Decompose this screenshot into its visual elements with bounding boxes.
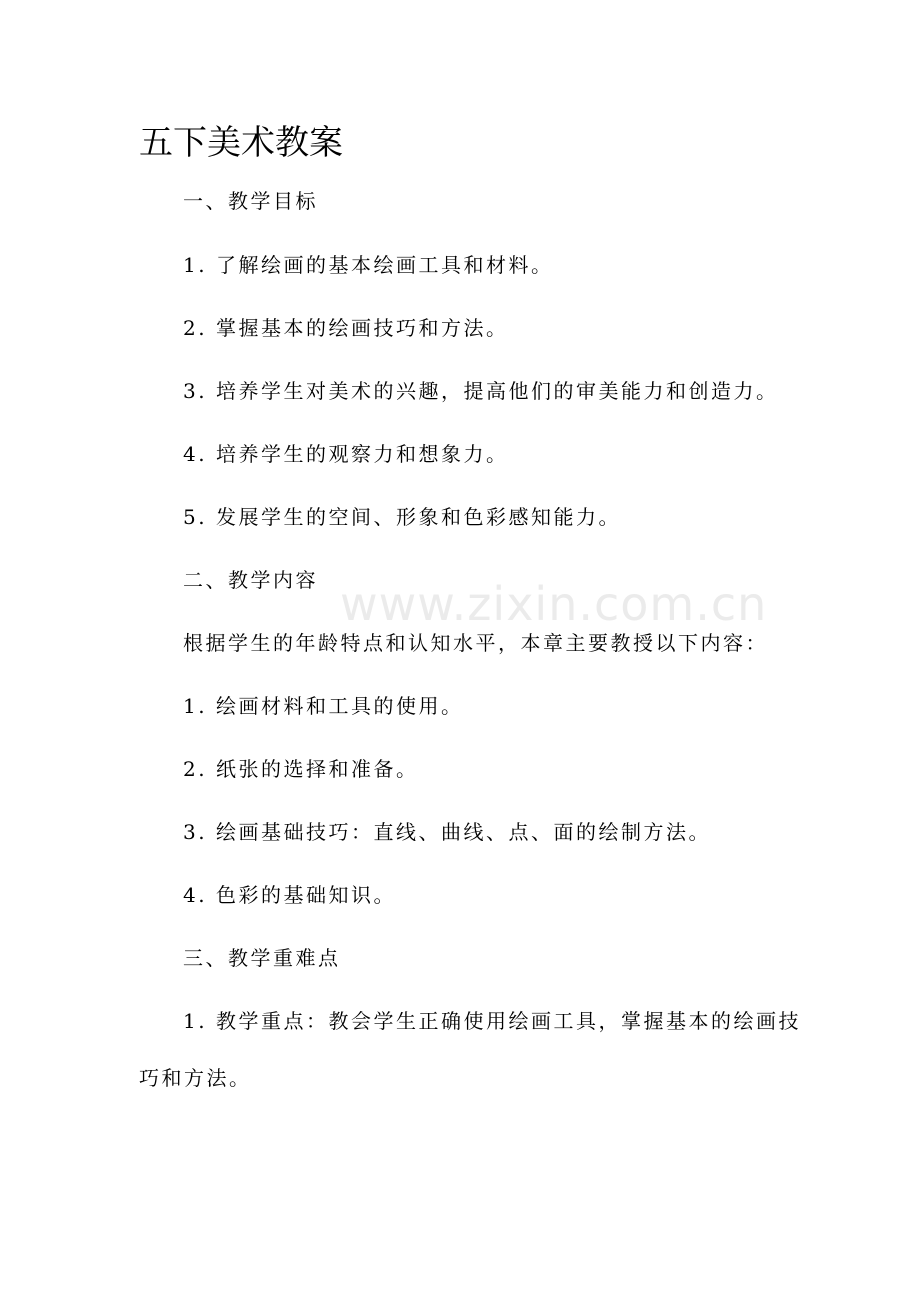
content-intro: 根据学生的年龄特点和认知水平，本章主要教授以下内容：	[183, 631, 768, 655]
objective-item-5: 5. 发展学生的空间、形象和色彩感知能力。	[183, 505, 621, 529]
section-heading-objectives: 一、教学目标	[183, 189, 318, 213]
objective-item-3: 3. 培养学生对美术的兴趣，提高他们的审美能力和创造力。	[183, 379, 779, 403]
section-heading-content: 二、教学内容	[183, 568, 318, 592]
watermark: www.zixin.com.cn	[340, 577, 768, 631]
section-heading-key-points: 三、教学重难点	[183, 946, 341, 970]
objective-item-1: 1. 了解绘画的基本绘画工具和材料。	[183, 253, 554, 277]
content-item-3: 3. 绘画基础技巧：直线、曲线、点、面的绘制方法。	[183, 820, 711, 844]
content-item-1: 1. 绘画材料和工具的使用。	[183, 694, 464, 718]
key-point-item-1-continued: 巧和方法。	[139, 1066, 252, 1090]
objective-item-2: 2. 掌握基本的绘画技巧和方法。	[183, 316, 509, 340]
key-point-item-1: 1. 教学重点：教会学生正确使用绘画工具，掌握基本的绘画技	[183, 1009, 801, 1033]
content-item-2: 2. 纸张的选择和准备。	[183, 757, 419, 781]
document-title: 五下美术教案	[139, 123, 343, 163]
content-item-4: 4. 色彩的基础知识。	[183, 883, 396, 907]
objective-item-4: 4. 培养学生的观察力和想象力。	[183, 442, 509, 466]
